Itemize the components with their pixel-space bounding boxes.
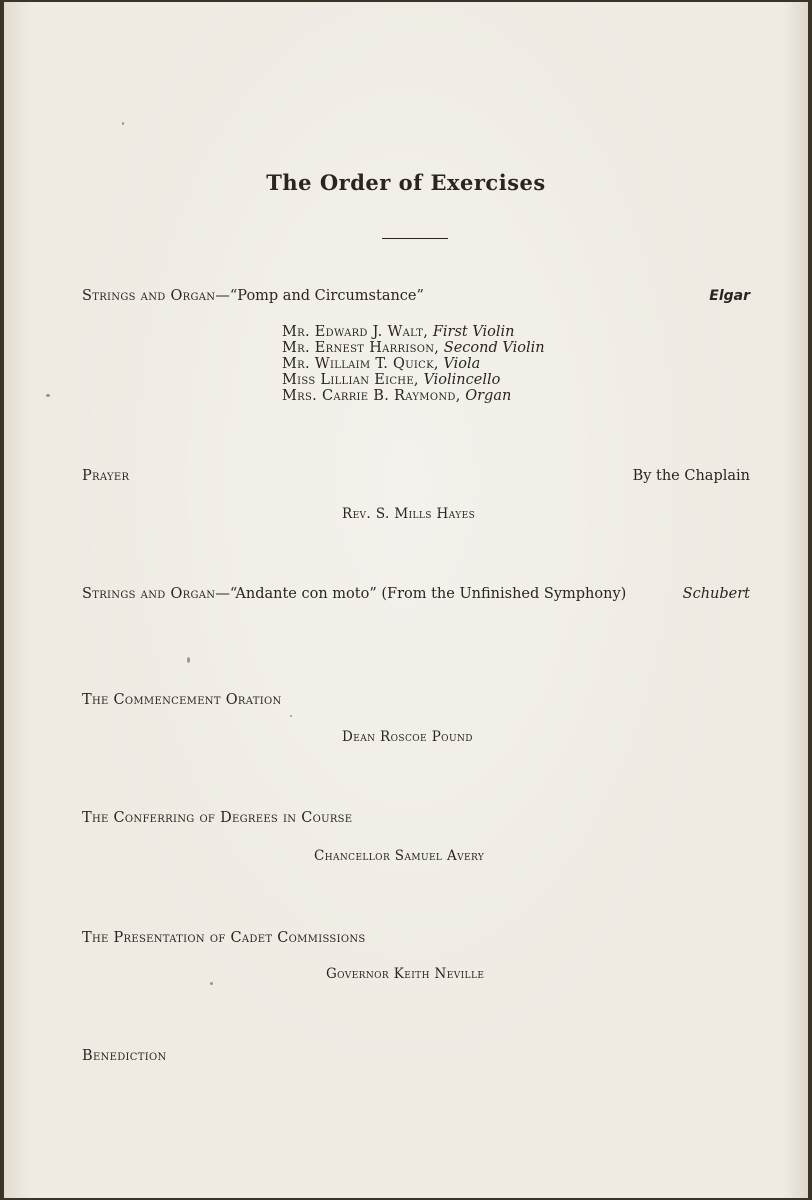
title-divider	[382, 238, 448, 239]
performer-name: Mr. Ernest Harrison,	[282, 340, 440, 356]
page-title: The Order of Exercises	[266, 170, 546, 195]
item-right-text: By the Chaplain	[632, 468, 750, 484]
performer-line	[282, 324, 545, 340]
performer-role: Organ	[465, 388, 512, 404]
item-person: Governor Keith Neville	[326, 966, 485, 982]
program-item-benediction	[82, 1048, 750, 1064]
item-composer: Schubert	[682, 586, 750, 602]
item-piece: —“Pomp and Circumstance”	[215, 288, 424, 304]
paper-speck	[210, 982, 213, 985]
item-label: Strings and Organ	[82, 288, 216, 304]
performer-line	[282, 356, 545, 372]
item-label: The Conferring of Degrees in Course	[82, 810, 353, 826]
paper-speck	[122, 122, 124, 125]
performer-role: Viola	[443, 356, 481, 372]
item-piece: —“Andante con moto” (From the Unfinished Symphony)	[215, 586, 627, 602]
program-item-strings-organ-2	[82, 586, 750, 602]
performer-name: Miss Lillian Eiche,	[282, 372, 419, 388]
performer-line	[282, 372, 545, 388]
item-composer: Elgar	[709, 288, 750, 304]
paper-speck	[187, 657, 190, 663]
performer-role: Second Violin	[443, 340, 545, 356]
item-person: Rev. S. Mills Hayes	[342, 506, 476, 522]
item-label: Prayer	[82, 468, 130, 484]
program-item-degrees	[82, 810, 750, 826]
paper-speck	[46, 394, 50, 397]
performer-role: Violincello	[423, 372, 501, 388]
performer-name: Mrs. Carrie B. Raymond,	[282, 388, 461, 404]
item-label: The Presentation of Cadet Commissions	[82, 930, 366, 946]
program-item-commissions	[82, 930, 750, 946]
program-item-oration	[82, 692, 750, 708]
item-label: The Commencement Oration	[82, 692, 282, 708]
performer-role: First Violin	[432, 324, 515, 340]
performer-line	[282, 388, 545, 404]
program-item-strings-organ-1	[82, 288, 750, 304]
performer-line	[282, 340, 545, 356]
item-label: Strings and Organ	[82, 586, 216, 602]
paper-speck	[290, 715, 292, 717]
item-person: Dean Roscoe Pound	[342, 729, 473, 745]
performer-name: Mr. Willaim T. Quick,	[282, 356, 439, 372]
performers-list	[282, 324, 545, 404]
performer-name: Mr. Edward J. Walt,	[282, 324, 429, 340]
program-item-prayer	[82, 468, 750, 484]
program-page	[4, 2, 808, 1198]
item-person: Chancellor Samuel Avery	[314, 848, 485, 864]
item-label: Benediction	[82, 1048, 167, 1064]
